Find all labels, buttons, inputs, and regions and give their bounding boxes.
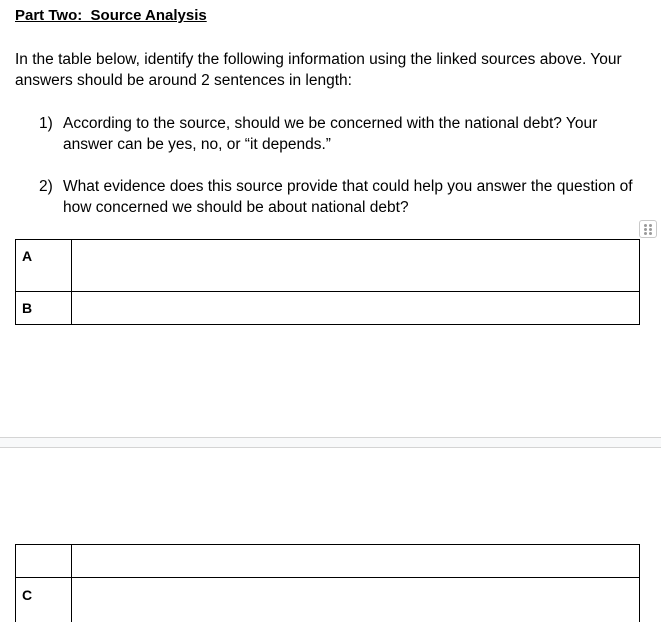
row-label-cell[interactable] [16,545,72,578]
table-row [16,545,640,578]
answer-table-continued [15,544,640,622]
table-row [16,578,640,622]
question-1[interactable] [39,113,649,155]
answer-cell[interactable] [72,240,640,292]
intro-paragraph[interactable]: In the table below, identify the following information using the linked sources above. Your answers should be around 2 sentences in length: [15,51,622,89]
table-row [16,240,640,292]
question-number: 1) [39,115,53,132]
page-break [0,437,661,448]
table-row [16,292,640,325]
row-label-cell[interactable]: B [16,292,72,325]
question-text: According to the source, should we be concerned with the national debt? Your answer can be yes, no, or “it depends.” [63,115,598,153]
answer-table [15,239,640,325]
answer-cell[interactable] [72,292,640,325]
question-text: What evidence does this source provide that could help you answer the question of how concerned we should be about national debt? [63,178,633,216]
answer-cell[interactable] [72,545,640,578]
row-label-cell[interactable]: C [16,578,72,622]
question-number: 2) [39,178,53,195]
answer-cell[interactable] [72,578,640,622]
row-label-cell[interactable]: A [16,240,72,292]
section-heading: Part Two: Source Analysis [15,7,207,24]
question-2[interactable] [39,176,649,218]
drag-handle-icon[interactable] [639,220,657,238]
